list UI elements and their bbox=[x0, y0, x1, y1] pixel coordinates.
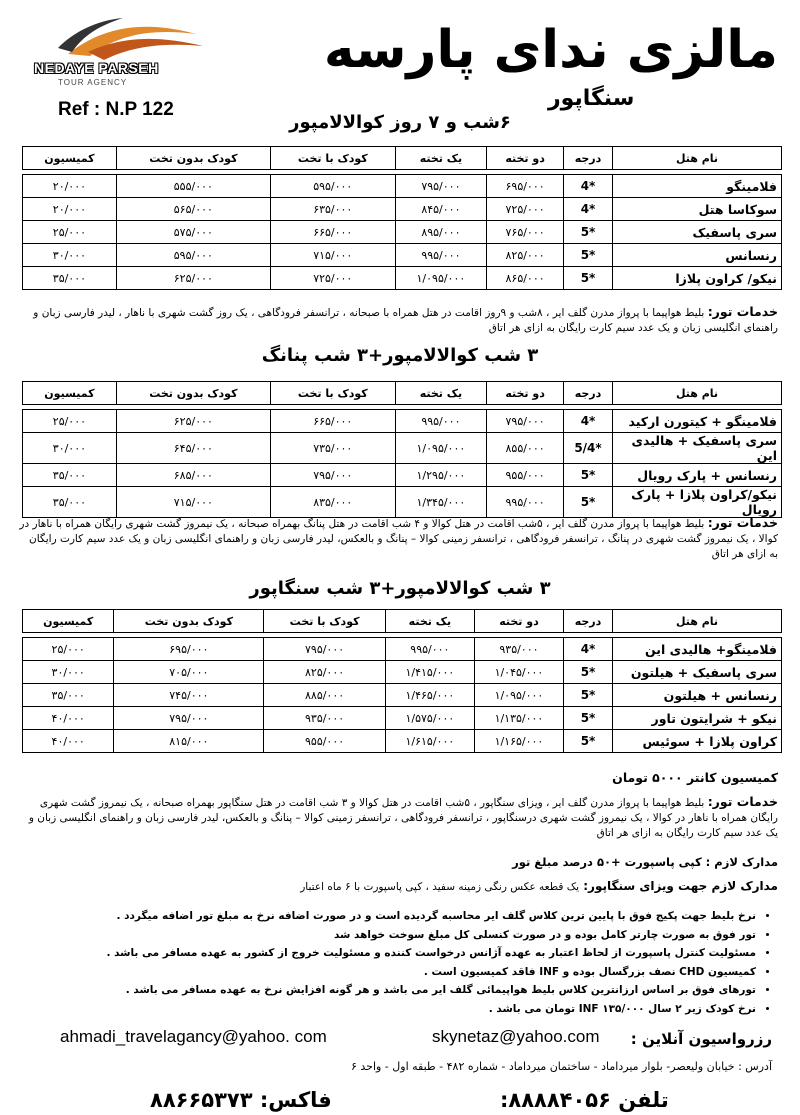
address: آدرس : خیابان ولیعصر- بلوار میرداماد - ساختمان میرداماد - شماره ۴۸۲ - طبقه اول - واحد ۶ bbox=[350, 1060, 772, 1073]
column-header: یک تخته bbox=[395, 382, 486, 405]
column-header: کمیسیون bbox=[23, 382, 117, 405]
price-table-3 bbox=[22, 609, 782, 753]
cell-single: ۸۴۵/۰۰۰ bbox=[395, 198, 486, 221]
cell-child-bed: ۷۳۵/۰۰۰ bbox=[270, 433, 395, 464]
cell-commission: ۴۰/۰۰۰ bbox=[23, 707, 114, 730]
cell-single: ۱/۶۱۵/۰۰۰ bbox=[385, 730, 474, 753]
column-header: درجه bbox=[564, 147, 613, 170]
note-item: • نرخ بلیط جهت پکیج فوق با پایین ترین کلاس گلف ایر محاسبه گردیده است و در صورت اضافه نرخ به مبلغ تور اضافه میگردد . bbox=[36, 907, 756, 926]
cell-hotel: سری پاسفیک bbox=[613, 221, 782, 244]
cell-grade: 5* bbox=[564, 707, 613, 730]
cell-child-nobed: ۷۹۵/۰۰۰ bbox=[114, 707, 264, 730]
column-header: کمیسیون bbox=[23, 610, 114, 633]
table-row bbox=[23, 730, 782, 753]
column-header: نام هتل bbox=[613, 147, 782, 170]
cell-hotel: فلامینگو+ هالیدی این bbox=[613, 638, 782, 661]
cell-child-nobed: ۶۹۵/۰۰۰ bbox=[114, 638, 264, 661]
cell-double: ۷۹۵/۰۰۰ bbox=[487, 410, 564, 433]
cell-child-bed: ۹۳۵/۰۰۰ bbox=[264, 707, 386, 730]
cell-commission: ۳۰/۰۰۰ bbox=[23, 433, 117, 464]
column-header: نام هتل bbox=[613, 610, 782, 633]
cell-double: ۸۶۵/۰۰۰ bbox=[487, 267, 564, 290]
online-reservation-label: رزرواسیون آنلاین : bbox=[630, 1030, 772, 1048]
table-row bbox=[23, 198, 782, 221]
cell-child-bed: ۷۱۵/۰۰۰ bbox=[270, 244, 395, 267]
reference-code: Ref : N.P 122 bbox=[58, 99, 174, 120]
cell-child-nobed: ۶۴۵/۰۰۰ bbox=[116, 433, 270, 464]
cell-commission: ۲۵/۰۰۰ bbox=[23, 221, 117, 244]
column-header: دو تخته bbox=[474, 610, 563, 633]
cell-double: ۱/۰۴۵/۰۰۰ bbox=[474, 661, 563, 684]
table-row bbox=[23, 661, 782, 684]
cell-single: ۹۹۵/۰۰۰ bbox=[395, 410, 486, 433]
table-row bbox=[23, 684, 782, 707]
cell-grade: 5* bbox=[564, 244, 613, 267]
table-row bbox=[23, 175, 782, 198]
cell-child-bed: ۸۲۵/۰۰۰ bbox=[264, 661, 386, 684]
cell-grade: 4* bbox=[564, 638, 613, 661]
column-header: کودک بدون تخت bbox=[116, 147, 270, 170]
logo-name: NEDAYE PARSEH bbox=[34, 60, 159, 76]
cell-child-nobed: ۵۷۵/۰۰۰ bbox=[116, 221, 270, 244]
table-row bbox=[23, 433, 782, 464]
cell-single: ۹۹۵/۰۰۰ bbox=[385, 638, 474, 661]
notes-list bbox=[36, 907, 778, 1018]
note-item: • تورهای فوق بر اساس ارزانترین کلاس بلیط هواپیمائی گلف ایر می باشد و هر گونه افزایش نرخ به عهده مسافر می باشد . bbox=[36, 981, 756, 1000]
cell-grade: 5* bbox=[564, 267, 613, 290]
cell-hotel: رنسانس + پارک رویال bbox=[613, 464, 782, 487]
cell-commission: ۴۰/۰۰۰ bbox=[23, 730, 114, 753]
cell-child-bed: ۶۳۵/۰۰۰ bbox=[270, 198, 395, 221]
column-header: دو تخته bbox=[487, 382, 564, 405]
column-header: کودک با تخت bbox=[270, 147, 395, 170]
column-header: درجه bbox=[564, 610, 613, 633]
cell-child-bed: ۷۹۵/۰۰۰ bbox=[264, 638, 386, 661]
cell-double: ۹۳۵/۰۰۰ bbox=[474, 638, 563, 661]
table-header-row bbox=[23, 147, 782, 170]
cell-child-nobed: ۸۱۵/۰۰۰ bbox=[114, 730, 264, 753]
cell-grade: 5* bbox=[564, 464, 613, 487]
column-header: یک تخته bbox=[395, 147, 486, 170]
cell-single: ۱/۰۹۵/۰۰۰ bbox=[395, 267, 486, 290]
note-item: • نرخ کودک زیر ۲ سال INF ۱۳۵/۰۰۰ تومان می باشد . bbox=[36, 1000, 756, 1019]
cell-double: ۱/۱۳۵/۰۰۰ bbox=[474, 707, 563, 730]
column-header: کودک با تخت bbox=[270, 382, 395, 405]
table-header-row bbox=[23, 610, 782, 633]
required-documents: مدارک لازم : کپی پاسپورت +۵۰ درصد مبلغ تور bbox=[512, 855, 778, 869]
cell-single: ۱/۰۹۵/۰۰۰ bbox=[395, 433, 486, 464]
cell-child-nobed: ۵۶۵/۰۰۰ bbox=[116, 198, 270, 221]
price-table-1 bbox=[22, 146, 782, 290]
cell-double: ۹۵۵/۰۰۰ bbox=[487, 464, 564, 487]
visa-documents: مدارک لازم جهت ویزای سنگاپور: یک قطعه عکس رنگی زمینه سفید ، کپی پاسپورت با ۶ ماه اعتبار bbox=[300, 879, 778, 893]
cell-child-nobed: ۶۲۵/۰۰۰ bbox=[116, 410, 270, 433]
table-row bbox=[23, 487, 782, 518]
table-row bbox=[23, 221, 782, 244]
cell-grade: 5/4* bbox=[564, 433, 613, 464]
cell-double: ۶۹۵/۰۰۰ bbox=[487, 175, 564, 198]
cell-child-bed: ۵۹۵/۰۰۰ bbox=[270, 175, 395, 198]
cell-grade: 4* bbox=[564, 198, 613, 221]
cell-grade: 5* bbox=[564, 221, 613, 244]
cell-child-nobed: ۵۵۵/۰۰۰ bbox=[116, 175, 270, 198]
cell-commission: ۲۵/۰۰۰ bbox=[23, 638, 114, 661]
column-header: کودک بدون تخت bbox=[114, 610, 264, 633]
table-row bbox=[23, 464, 782, 487]
note-item: • مسئولیت کنترل پاسپورت از لحاظ اعتبار به عهده آژانس درخواست کننده و مسئولیت خروج از کشور به عهده مسافر می باشد . bbox=[36, 944, 756, 963]
table-header-row bbox=[23, 382, 782, 405]
cell-hotel: رنسانس + هیلتون bbox=[613, 684, 782, 707]
cell-single: ۱/۲۹۵/۰۰۰ bbox=[395, 464, 486, 487]
table-row bbox=[23, 244, 782, 267]
column-header: یک تخته bbox=[385, 610, 474, 633]
cell-child-bed: ۷۲۵/۰۰۰ bbox=[270, 267, 395, 290]
cell-single: ۹۹۵/۰۰۰ bbox=[395, 244, 486, 267]
cell-double: ۷۶۵/۰۰۰ bbox=[487, 221, 564, 244]
column-header: دو تخته bbox=[487, 147, 564, 170]
cell-double: ۸۵۵/۰۰۰ bbox=[487, 433, 564, 464]
section-title-2: ۳ شب کوالالامپور+۳ شب پنانگ bbox=[261, 345, 539, 366]
column-header: کودک بدون تخت bbox=[116, 382, 270, 405]
page-title: مالزی ندای پارسه bbox=[323, 20, 778, 80]
cell-commission: ۲۰/۰۰۰ bbox=[23, 175, 117, 198]
cell-commission: ۲۰/۰۰۰ bbox=[23, 198, 117, 221]
cell-child-nobed: ۷۰۵/۰۰۰ bbox=[114, 661, 264, 684]
section-title-3: ۳ شب کوالالامپور+۳ شب سنگاپور bbox=[249, 578, 551, 599]
email-link-skynet[interactable]: skynetaz@yahoo.com bbox=[432, 1027, 600, 1046]
cell-child-bed: ۶۶۵/۰۰۰ bbox=[270, 410, 395, 433]
cell-hotel: رنسانس bbox=[613, 244, 782, 267]
cell-hotel: سری پاسفیک + هالیدی این bbox=[613, 433, 782, 464]
cell-single: ۷۹۵/۰۰۰ bbox=[395, 175, 486, 198]
cell-hotel: فلامینگو + کیتورن ارکید bbox=[613, 410, 782, 433]
counter-commission: کمیسیون کانتر ۵۰۰۰ تومان bbox=[612, 770, 778, 785]
note-item: • تور فوق به صورت چارتر کامل بوده و در صورت کنسلی کل مبلغ سوخت خواهد شد bbox=[36, 926, 756, 945]
cell-double: ۹۹۵/۰۰۰ bbox=[487, 487, 564, 518]
cell-double: ۷۲۵/۰۰۰ bbox=[487, 198, 564, 221]
cell-grade: 5* bbox=[564, 661, 613, 684]
table-row bbox=[23, 707, 782, 730]
cell-grade: 5* bbox=[564, 684, 613, 707]
cell-child-nobed: ۷۴۵/۰۰۰ bbox=[114, 684, 264, 707]
cell-double: ۱/۱۶۵/۰۰۰ bbox=[474, 730, 563, 753]
table-row bbox=[23, 267, 782, 290]
column-header: کودک با تخت bbox=[264, 610, 386, 633]
tour-services-2: خدمات تور: بلیط هواپیما با پرواز مدرن گلف ایر ، ۵شب اقامت در هتل کوالا و ۴ شب اقامت در هتل پنانگ بهمراه صبحانه ، یک نیمروز گشت شهری رایگان همراه با ناهار در کوالا ، یک نیمروز گشت شهری در پنانگ ، ترانسفر فرودگاهی ، ترانسفر زمینی کوالا – پنانگ و بالعکس، لیدر فارسی زبان و راهنمای انگلیسی زبان و یک عدد سیم کارت رایگان به ازای هر اتاق bbox=[19, 515, 778, 560]
cell-single: ۱/۴۶۵/۰۰۰ bbox=[385, 684, 474, 707]
cell-child-bed: ۹۵۵/۰۰۰ bbox=[264, 730, 386, 753]
cell-child-bed: ۶۶۵/۰۰۰ bbox=[270, 221, 395, 244]
cell-grade: 4* bbox=[564, 175, 613, 198]
logo-subtitle: TOUR AGENCY bbox=[58, 78, 128, 87]
column-header: نام هتل bbox=[613, 382, 782, 405]
cell-single: ۱/۴۱۵/۰۰۰ bbox=[385, 661, 474, 684]
city-subtitle: سنگاپور bbox=[548, 86, 635, 111]
cell-hotel: نیکو/ کراون پلازا bbox=[613, 267, 782, 290]
cell-double: ۸۲۵/۰۰۰ bbox=[487, 244, 564, 267]
cell-child-bed: ۷۹۵/۰۰۰ bbox=[270, 464, 395, 487]
agency-logo bbox=[28, 12, 218, 92]
cell-hotel: کراون پلازا + سوئیس bbox=[613, 730, 782, 753]
cell-hotel: نیکو/کراون پلازا + پارک رویال bbox=[613, 487, 782, 518]
cell-child-nobed: ۵۹۵/۰۰۰ bbox=[116, 244, 270, 267]
phone-number: تلفن ۸۸۸۸۴۰۵۶: bbox=[500, 1088, 669, 1112]
cell-commission: ۳۵/۰۰۰ bbox=[23, 684, 114, 707]
cell-child-nobed: ۷۱۵/۰۰۰ bbox=[116, 487, 270, 518]
cell-commission: ۳۵/۰۰۰ bbox=[23, 487, 117, 518]
tour-services-3: خدمات تور: بلیط هواپیما با پرواز مدرن گلف ایر ، ویزای سنگاپور ، ۵شب اقامت در هتل کوالا و ۳ شب اقامت در هتل سنگاپور بهمراه صبحانه ، یک نیمروز گشت شهری رایگان همراه با ناهار در کوالا ، یک نیمروز گشت شهری درسنگاپور ، ترانسفر فرودگاهی ، ترانسفر زمینی کوالا – پنانگ و بالعکس، لیدر فارسی زبان و راهنمای انگلیسی زبان و یک عدد سیم کارت رایگان به ازای هر اتاق bbox=[28, 794, 778, 839]
cell-hotel: سوکاسا هتل bbox=[613, 198, 782, 221]
cell-commission: ۳۵/۰۰۰ bbox=[23, 464, 117, 487]
cell-commission: ۳۰/۰۰۰ bbox=[23, 244, 117, 267]
cell-grade: 5* bbox=[564, 487, 613, 518]
column-header: کمیسیون bbox=[23, 147, 117, 170]
email-link-ahmadi[interactable]: ahmadi_travelagancy@yahoo. com bbox=[60, 1027, 327, 1046]
cell-child-nobed: ۶۸۵/۰۰۰ bbox=[116, 464, 270, 487]
table-row bbox=[23, 638, 782, 661]
tour-services-1: خدمات تور: بلیط هواپیما با پرواز مدرن گلف ایر ، ۸شب و ۹روز اقامت در هتل همراه با صبحانه ، ترانسفر فرودگاهی ، یک روز گشت شهری با ناهار ، لیدر فارسی زبان و راهنمای انگلیسی زبان و یک عدد سیم کارت رایگان به ازای هر اتاق bbox=[33, 304, 778, 334]
cell-single: ۱/۳۴۵/۰۰۰ bbox=[395, 487, 486, 518]
table-row bbox=[23, 410, 782, 433]
cell-hotel: نیکو + شرایتون تاور bbox=[613, 707, 782, 730]
cell-hotel: فلامینگو bbox=[613, 175, 782, 198]
cell-grade: 5* bbox=[564, 730, 613, 753]
cell-commission: ۳۰/۰۰۰ bbox=[23, 661, 114, 684]
cell-commission: ۲۵/۰۰۰ bbox=[23, 410, 117, 433]
cell-grade: 4* bbox=[564, 410, 613, 433]
cell-hotel: سری پاسفیک + هیلتون bbox=[613, 661, 782, 684]
price-table-2 bbox=[22, 381, 782, 518]
note-item: • کمیسیون CHD نصف بزرگسال بوده و INF فاقد کمیسیون است . bbox=[36, 963, 756, 982]
cell-child-bed: ۸۳۵/۰۰۰ bbox=[270, 487, 395, 518]
cell-single: ۱/۵۷۵/۰۰۰ bbox=[385, 707, 474, 730]
column-header: درجه bbox=[564, 382, 613, 405]
fax-number: فاکس: ۸۸۶۶۵۳۷۳ bbox=[150, 1088, 332, 1112]
cell-child-bed: ۸۸۵/۰۰۰ bbox=[264, 684, 386, 707]
cell-child-nobed: ۶۲۵/۰۰۰ bbox=[116, 267, 270, 290]
cell-single: ۸۹۵/۰۰۰ bbox=[395, 221, 486, 244]
cell-double: ۱/۰۹۵/۰۰۰ bbox=[474, 684, 563, 707]
cell-commission: ۳۵/۰۰۰ bbox=[23, 267, 117, 290]
section-title-1: ۶شب و ۷ روز کوالالامپور bbox=[289, 112, 511, 133]
